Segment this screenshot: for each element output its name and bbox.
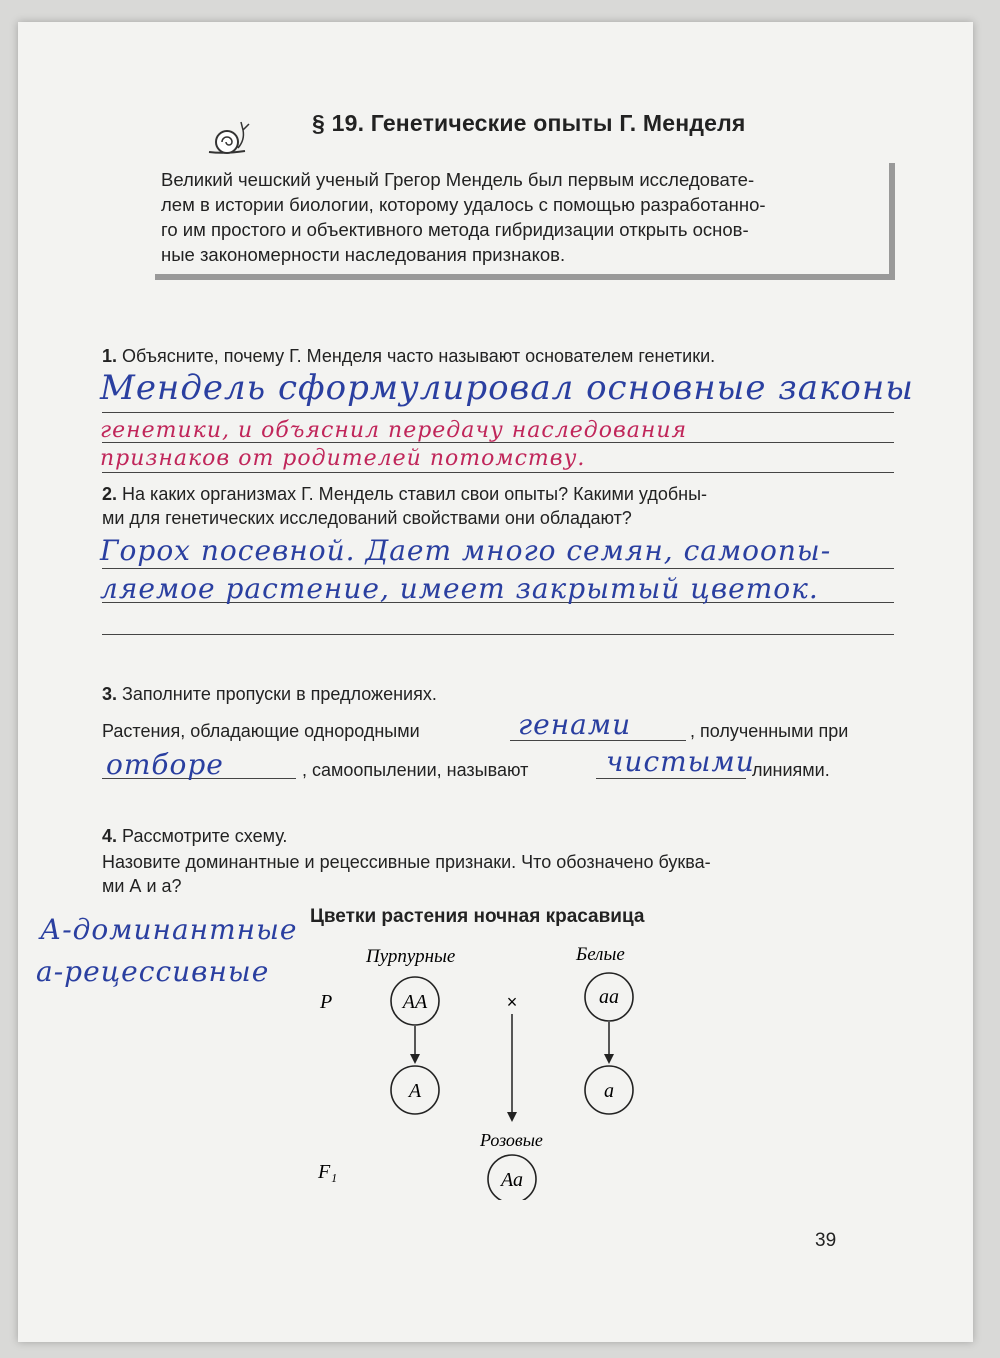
- answer-line: [102, 472, 894, 473]
- question-number: 2.: [102, 484, 118, 504]
- gamete-1: А: [408, 1080, 422, 1102]
- answer-4-line-2: а-рецессивные: [36, 955, 270, 988]
- answer-1-line-1: Мендель сформулировал основные законы: [100, 368, 914, 408]
- intro-line: лем в истории биологии, которому удалось с помощью разработанно-: [161, 194, 766, 215]
- answer-1-line-2: генетики, и объяснил передачу наследования: [100, 418, 688, 443]
- question-4-line-2: Назовите доминантные и рецессивные признаки. Что обозначено буква-: [102, 852, 711, 872]
- question-number: 3.: [102, 684, 118, 704]
- answer-2-line-1: Горох посевной. Дает много семян, самоопы-: [100, 534, 832, 567]
- question-text: На каких организмах Г. Мендель ставил свои опыты? Какими удобны-: [122, 484, 708, 504]
- answer-4-line-1: А-доминантные: [40, 913, 298, 946]
- sentence-part: , полученными при: [690, 721, 849, 741]
- question-2-line-2: ми для генетических исследований свойствами они обладают?: [102, 508, 632, 528]
- intro-line: го им простого и объективного метода гибридизации открыть основ-: [161, 219, 749, 240]
- sentence-part: Растения, обладающие однородными: [102, 721, 420, 741]
- question-text: Рассмотрите схему.: [122, 826, 288, 846]
- intro-box: [155, 163, 895, 280]
- page-number: 39: [815, 1230, 837, 1251]
- question-4-line-3: ми А и а?: [102, 876, 182, 896]
- arrow-head: [410, 1054, 420, 1064]
- answer-line: [102, 634, 894, 635]
- blank-2-answer: отборе: [106, 748, 224, 781]
- genetics-diagram: [250, 940, 750, 1200]
- arrow-head: [604, 1054, 614, 1064]
- question-3-sentence-1: [102, 721, 420, 742]
- question-text: Объясните, почему Г. Менделя часто называют основателем генетики.: [122, 346, 716, 366]
- gamete-2: а: [604, 1080, 614, 1102]
- intro-line: ные закономерности наследования признаков.: [161, 244, 566, 265]
- offspring-genotype: Аа: [501, 1169, 523, 1191]
- snail-icon: [205, 118, 265, 163]
- arrow-head: [507, 1112, 517, 1122]
- question-1: [102, 346, 715, 367]
- label-pink: Розовые: [480, 1130, 543, 1150]
- generation-f1: F₁: [318, 1161, 338, 1183]
- label-white: Белые: [576, 944, 625, 965]
- sentence-part: , самоопылении, называют: [302, 760, 529, 780]
- parent-2-genotype: аа: [599, 986, 619, 1008]
- answer-line: [102, 568, 894, 569]
- question-text: Заполните пропуски в предложениях.: [122, 684, 437, 704]
- label-purple: Пурпурные: [366, 946, 456, 967]
- sentence-part: линиями.: [752, 760, 830, 780]
- cross-sign: ×: [506, 992, 518, 1012]
- blank-3-answer: чистыми: [606, 745, 755, 778]
- blank-1-answer: генами: [518, 708, 632, 741]
- diagram-title: Цветки растения ночная красавица: [310, 906, 645, 927]
- blank-line: [596, 778, 746, 779]
- section-title: § 19. Генетические опыты Г. Менделя: [312, 110, 746, 136]
- question-number: 1.: [102, 346, 118, 366]
- generation-p: P: [320, 991, 333, 1013]
- question-number: 4.: [102, 826, 118, 846]
- answer-1-line-3: признаков от родителей потомству.: [100, 446, 586, 471]
- answer-line: [102, 412, 894, 413]
- question-2: [102, 484, 707, 505]
- question-3: [102, 684, 437, 705]
- answer-2-line-2: ляемое растение, имеет закрытый цветок.: [100, 572, 819, 605]
- question-4: [102, 826, 287, 847]
- intro-line: Великий чешский ученый Грегор Мендель был первым исследовате-: [161, 169, 755, 190]
- parent-1-genotype: АА: [402, 991, 428, 1013]
